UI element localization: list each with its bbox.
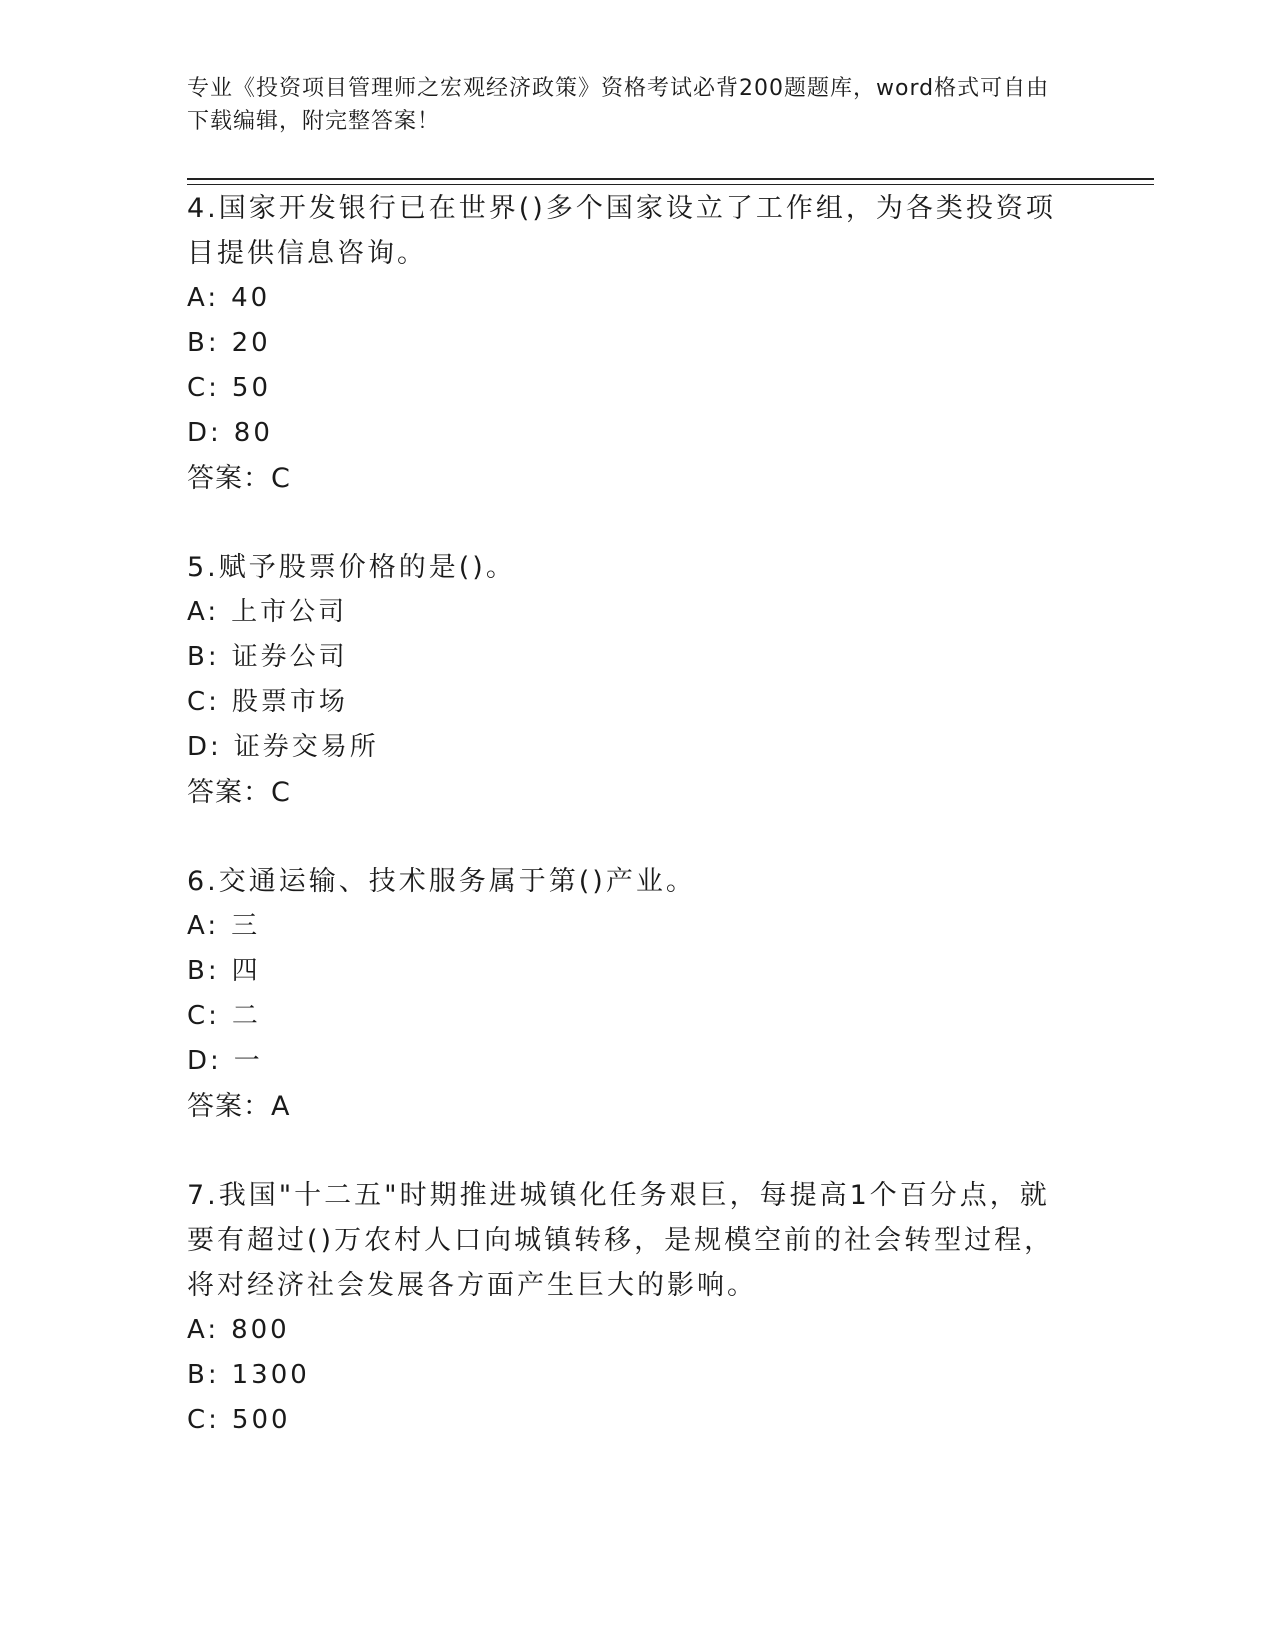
- option-key: B:: [187, 956, 220, 986]
- option-b: [187, 949, 1067, 994]
- option-d: [187, 725, 1067, 770]
- option-key: A:: [187, 1315, 220, 1345]
- answer-label: 答案：: [187, 463, 271, 494]
- option-key: D:: [187, 732, 222, 762]
- answer-label: 答案：: [187, 1091, 271, 1122]
- option-key: B:: [187, 1360, 220, 1390]
- answer-value: C: [271, 777, 290, 808]
- option-key: B:: [187, 642, 220, 672]
- option-d: [187, 411, 1067, 456]
- question-stem: 4.国家开发银行已在世界()多个国家设立了工作组，为各类投资项目提供信息咨询。: [187, 193, 1056, 269]
- option-text: 80: [233, 418, 273, 448]
- option-text: 上市公司: [231, 597, 348, 627]
- document-header: 专业《投资项目管理师之宏观经济政策》资格考试必背200题题库，word格式可自由下载编辑，附完整答案！: [187, 76, 1050, 134]
- option-a: [187, 276, 1067, 321]
- header-divider: [187, 178, 1154, 180]
- option-text: 50: [231, 373, 272, 403]
- option-text: 800: [231, 1315, 290, 1345]
- question-stem: 5.赋予股票价格的是()。: [187, 552, 516, 583]
- option-text: 二: [231, 1001, 261, 1031]
- option-text: 四: [231, 956, 261, 986]
- option-key: C:: [187, 1001, 220, 1031]
- option-a: [187, 1308, 1067, 1353]
- answer-line: [187, 1084, 1067, 1129]
- option-b: [187, 321, 1067, 366]
- answer-value: C: [271, 463, 290, 494]
- option-text: 40: [231, 283, 271, 313]
- question-7: [187, 1173, 1067, 1443]
- question-5: [187, 545, 1067, 815]
- option-text: 证券交易所: [233, 732, 379, 762]
- question-stem: 7.我国"十二五"时期推进城镇化任务艰巨，每提高1个百分点，就要有超过()万农村人口向城镇转移，是规模空前的社会转型过程，将对经济社会发展各方面产生巨大的影响。: [187, 1180, 1055, 1301]
- answer-label: 答案：: [187, 777, 271, 808]
- option-key: A:: [187, 597, 220, 627]
- option-key: B:: [187, 328, 220, 358]
- option-a: [187, 590, 1067, 635]
- option-key: C:: [187, 373, 220, 403]
- option-c: [187, 680, 1067, 725]
- option-c: [187, 994, 1067, 1039]
- option-text: 证券公司: [231, 642, 348, 672]
- option-text: 一: [233, 1046, 263, 1076]
- option-key: D:: [187, 1046, 222, 1076]
- option-text: 20: [231, 328, 271, 358]
- option-c: [187, 1398, 1067, 1443]
- answer-line: [187, 770, 1067, 815]
- option-text: 500: [231, 1405, 291, 1435]
- option-a: [187, 904, 1067, 949]
- option-b: [187, 635, 1067, 680]
- option-d: [187, 1039, 1067, 1084]
- question-4: [187, 186, 1067, 501]
- option-key: D:: [187, 418, 222, 448]
- option-key: C:: [187, 687, 220, 717]
- option-text: 三: [231, 911, 261, 941]
- answer-line: [187, 456, 1067, 501]
- answer-value: A: [271, 1091, 290, 1122]
- header-divider-thin: [187, 184, 1154, 185]
- option-key: A:: [187, 911, 220, 941]
- option-text: 股票市场: [231, 687, 348, 717]
- option-c: [187, 366, 1067, 411]
- question-stem: 6.交通运输、技术服务属于第()产业。: [187, 866, 696, 897]
- option-b: [187, 1353, 1067, 1398]
- option-text: 1300: [231, 1360, 310, 1390]
- question-6: [187, 859, 1067, 1129]
- option-key: C:: [187, 1405, 220, 1435]
- question-list: [187, 186, 1067, 1443]
- option-key: A:: [187, 283, 220, 313]
